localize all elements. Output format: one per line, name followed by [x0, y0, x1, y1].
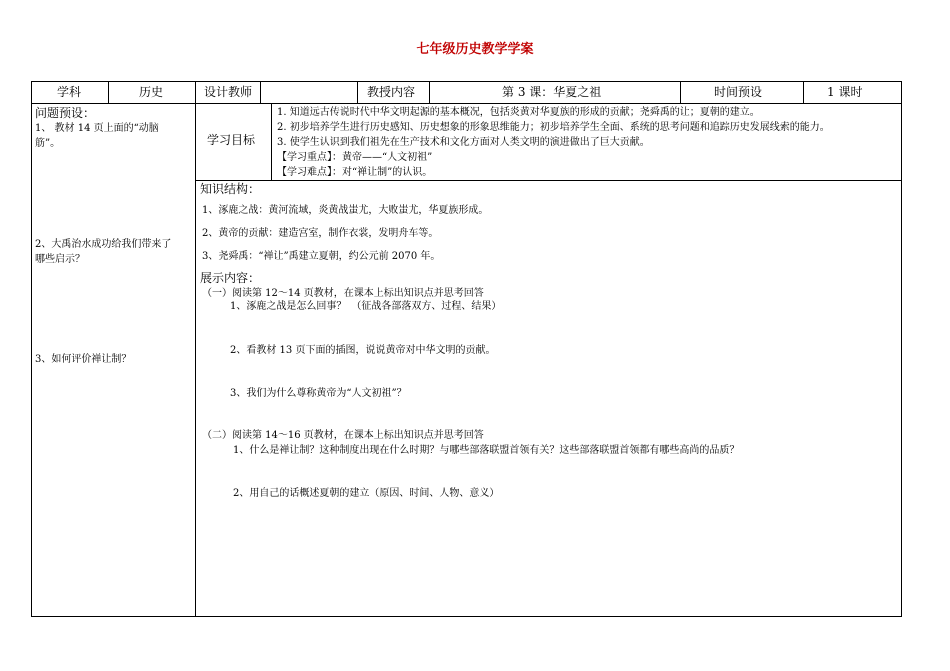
- content-label: 教授内容: [367, 85, 416, 99]
- goals-label: 学习目标: [207, 133, 256, 147]
- preview-q1-line2: 筋”。: [35, 138, 61, 149]
- display-part2-q1: 1、什么是禅让制？这种制度出现在什么时期？与哪些部落联盟首领有关？这些部落联盟首领都有哪些高尚的品质？: [233, 445, 740, 456]
- col-divider: [260, 82, 261, 103]
- knowledge-item-2: 2、黄帝的贡献：建造宫室，制作衣裳，发明舟车等。: [202, 228, 439, 239]
- subject-label: 学科: [57, 85, 82, 99]
- display-heading: 展示内容：: [200, 271, 261, 285]
- content-value: 第 3 课：华夏之祖: [502, 85, 602, 99]
- subject-value: 历史: [139, 85, 164, 99]
- goals-row-divider: [195, 180, 901, 181]
- knowledge-item-3: 3、尧舜禹：“禅让”禹建立夏朝，约公元前 2070 年。: [202, 251, 441, 262]
- preview-q3: 3、如何评价禅让制？: [35, 354, 132, 365]
- col-divider: [195, 82, 196, 616]
- display-part1-q3: 3、我们为什么尊称黄帝为“人文初祖”？: [230, 388, 407, 399]
- col-divider: [803, 82, 804, 103]
- designer-label: 设计教师: [204, 85, 253, 99]
- goals-line2: 2. 初步培养学生进行历史感知、历史想象的形象思维能力；初步培养学生全面、系统的思考问题和追踪历史发展线索的能力。: [277, 122, 830, 133]
- document-title: 七年级历史教学学案: [416, 42, 534, 57]
- col-divider: [680, 82, 681, 103]
- lesson-table: [31, 81, 902, 617]
- col-divider: [429, 82, 430, 103]
- goals-key-point: 【学习重点】：黄帝——“人文初祖”: [277, 152, 433, 163]
- display-part1-q2: 2、看教材 13 页下面的插图，说说黄帝对中华文明的贡献。: [230, 345, 496, 356]
- goals-line3: 3. 使学生认识到我们祖先在生产技术和文化方面对人类文明的演进做出了巨大贡献。: [277, 137, 650, 148]
- goals-label-divider: [271, 103, 272, 180]
- header-row-divider: [32, 103, 901, 104]
- knowledge-item-1: 1、涿鹿之战：黄河流域，炎黄战蚩尤，大败蚩尤，华夏族形成。: [202, 205, 489, 216]
- display-part2-q2: 2、用自己的话概述夏朝的建立（原因、时间、人物、意义）: [233, 488, 500, 499]
- preview-q2-line1: 2、大禹治水成功给我们带来了: [35, 239, 172, 250]
- display-part-2: （二）阅读第 14～16 页教材，在课本上标出知识点并思考回答: [202, 430, 484, 441]
- display-part-1: （一）阅读第 12～14 页教材，在课本上标出知识点并思考回答: [202, 288, 484, 299]
- preview-q2-line2: 哪些启示？: [35, 254, 85, 265]
- col-divider: [108, 82, 109, 103]
- goals-difficulty: 【学习难点】：对“禅让制”的认识。: [277, 167, 433, 178]
- knowledge-heading: 知识结构：: [200, 182, 261, 196]
- preview-q1-line1: 1、 教材 14 页上面的“动脑: [35, 123, 159, 134]
- col-divider: [357, 82, 358, 103]
- display-part1-q1: 1、涿鹿之战是怎么回事？ （征战各部落双方、过程、结果）: [230, 301, 502, 312]
- time-value: 1 课时: [827, 85, 863, 99]
- time-label: 时间预设: [714, 85, 763, 99]
- preview-heading: 问题预设：: [35, 106, 96, 120]
- goals-line1: 1. 知道远古传说时代中华文明起源的基本概况，包括炎黄对华夏族的形成的贡献；尧舜禹的让；夏朝的建立。: [277, 107, 760, 118]
